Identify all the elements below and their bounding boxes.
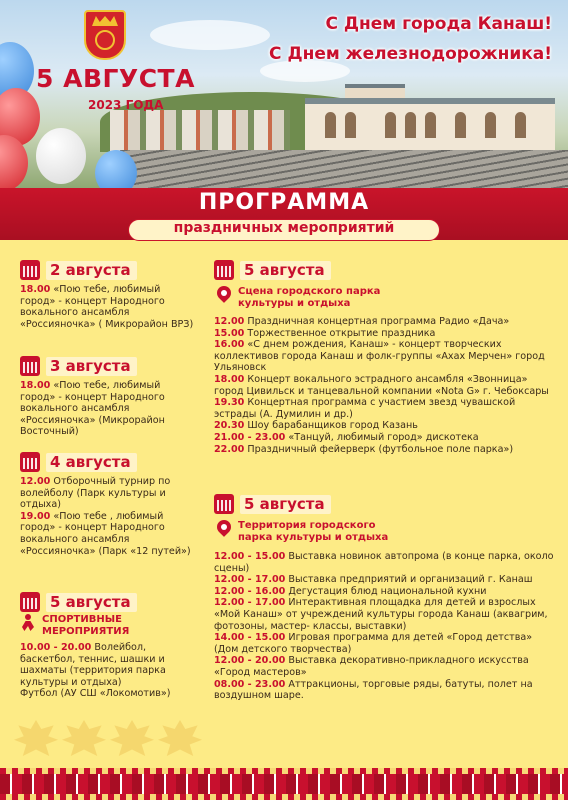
schedule-item: 12.00 - 20.00 Выставка декоративно-прикладного искусства «Город мастеров» — [214, 655, 529, 678]
location-pin-icon — [216, 520, 232, 540]
day-label: 5 августа — [240, 495, 331, 514]
schedule-item: 14.00 - 15.00 Игровая программа для детей «Город детства» (Дом детского творчества) — [214, 632, 533, 655]
day-label: 5 августа — [240, 261, 331, 280]
venue-heading — [216, 520, 416, 544]
venue-heading — [20, 614, 200, 638]
day-label: 5 августа — [46, 593, 137, 612]
station-window — [345, 112, 356, 138]
schedule-item: 20.30 Шоу барабанщиков город Казань — [214, 420, 418, 432]
schedule-item: 15.00 Торжественное открытие праздника — [214, 327, 436, 339]
event-year: 2023 ГОДА — [88, 98, 164, 112]
schedule-item: 16.00 «С днем рождения, Канаш» - концерт творческих коллективов города Канаш и фолк-группы «Ахах Мерчен» город Ульяновск — [214, 339, 545, 374]
day-heading — [214, 260, 331, 280]
venue-heading — [216, 286, 416, 310]
schedule-item: 12.00 - 17.00 Выставка предприятий и организаций г. Канаш — [214, 574, 533, 586]
greeting-railway-day: С Днем железнодорожника! — [269, 44, 552, 64]
schedule-item: 19.00 «Пою тебе , любимый город» - концерт Народного вокального ансамбля «Россияночка» (Парк «12 путей») — [20, 510, 191, 557]
venue-label: Территория городского парка культуры и отдыха — [238, 520, 389, 543]
schedule-item: 12.00 - 17.00 Интерактивная площадка для детей и взрослых «Мой Канаш» от учреждений культуры города Канаш (аквагрим, фотозоны, мастер- классы, выставки) — [214, 597, 548, 632]
calendar-icon — [20, 592, 40, 612]
greeting-city-day: С Днем города Канаш! — [325, 14, 552, 34]
ornament-border-inner — [0, 774, 568, 794]
program-subtitle: праздничных мероприятий — [173, 220, 395, 236]
schedule-item: 08.00 - 23.00 Аттракционы, торговые ряды, батуты, полет на воздушном шаре. — [214, 678, 533, 702]
venue-label: Сцена городского парка культуры и отдыха — [238, 286, 381, 309]
ornament-motif — [110, 720, 154, 756]
schedule-item: 12.00 Праздничная концертная программа Радио «Дача» — [214, 316, 510, 327]
day-label: 3 августа — [46, 357, 137, 376]
event-date: 5 АВГУСТА — [36, 64, 195, 93]
schedule-item: 22.00 Праздничный фейерверк (футбольное поле парка») — [214, 443, 514, 455]
schedule-item: 12.00 - 16.00 Дегустация блюд национальной кухни — [214, 585, 487, 597]
venue-label: СПОРТИВНЫЕ МЕРОПРИЯТИЯ — [42, 614, 130, 637]
station-window — [455, 112, 466, 138]
station-window — [325, 112, 336, 138]
schedule-item: 10.00 - 20.00 Волейбол, баскетбол, теннис, шашки и шахматы (территория парка культуры и отдыха) — [20, 642, 166, 688]
day-heading — [20, 356, 137, 376]
schedule-item: 12.00 Отборочный турнир по волейболу (Парк культуры и отдыха) — [20, 476, 171, 511]
ornament-motif — [14, 720, 58, 756]
day-heading — [20, 260, 137, 280]
program-title: ПРОГРАММА — [198, 190, 370, 215]
location-pin-icon — [216, 286, 232, 306]
day-heading — [214, 494, 331, 514]
schedule-item: Футбол (АУ СШ «Локомотив») — [20, 688, 171, 700]
day-label: 4 августа — [46, 453, 137, 472]
ornament-motif — [62, 720, 106, 756]
schedule-item: 18.00 «Пою тебе, любимый город» - концерт Народного вокального ансамбля «Россияночка» ( Микрорайон ВРЗ) — [20, 284, 194, 330]
schedule-list — [20, 476, 198, 557]
balloon-white — [36, 128, 86, 184]
schedule-item: 19.30 Концертная программа с участием звезд чувашской эстрады (А. Думилин и др.) — [214, 397, 516, 420]
railway-tracks — [120, 150, 568, 188]
hero-image — [0, 0, 568, 188]
day-label: 2 августа — [46, 261, 137, 280]
calendar-icon — [214, 260, 234, 280]
balloon-blue — [95, 150, 137, 188]
schedule-item: 18.00 Концерт вокального эстрадного ансамбля «Звонница» город Цивильск и танцевальной компании «Nota G» г. Чебоксары — [214, 373, 549, 397]
schedule-list — [20, 380, 198, 438]
station-window — [425, 112, 436, 138]
station-window — [405, 112, 416, 138]
calendar-icon — [214, 494, 234, 514]
day-heading — [20, 452, 137, 472]
calendar-icon — [20, 260, 40, 280]
calendar-icon — [20, 452, 40, 472]
schedule-list — [20, 642, 198, 700]
schedule-list — [214, 551, 554, 702]
schedule-list — [20, 284, 198, 330]
cloud — [150, 20, 270, 50]
schedule-list — [214, 316, 554, 455]
day-heading — [20, 592, 137, 612]
schedule-item: 12.00 - 15.00 Выставка новинок автопрома (в конце парка, около сцены) — [214, 551, 554, 574]
station-window — [485, 112, 496, 138]
runner-icon — [20, 614, 36, 632]
ornament-motif — [158, 720, 202, 756]
city-crest-icon — [84, 10, 126, 60]
station-window — [385, 112, 396, 138]
schedule-item: 21.00 - 23.00 «Танцуй, любимый город» дискотека — [214, 431, 479, 443]
station-window — [515, 112, 526, 138]
calendar-icon — [20, 356, 40, 376]
schedule-item: 18.00 «Пою тебе, любимый город» - концерт Народного вокального ансамбля «Россияночка» (Микрорайон Восточный) — [20, 380, 165, 438]
